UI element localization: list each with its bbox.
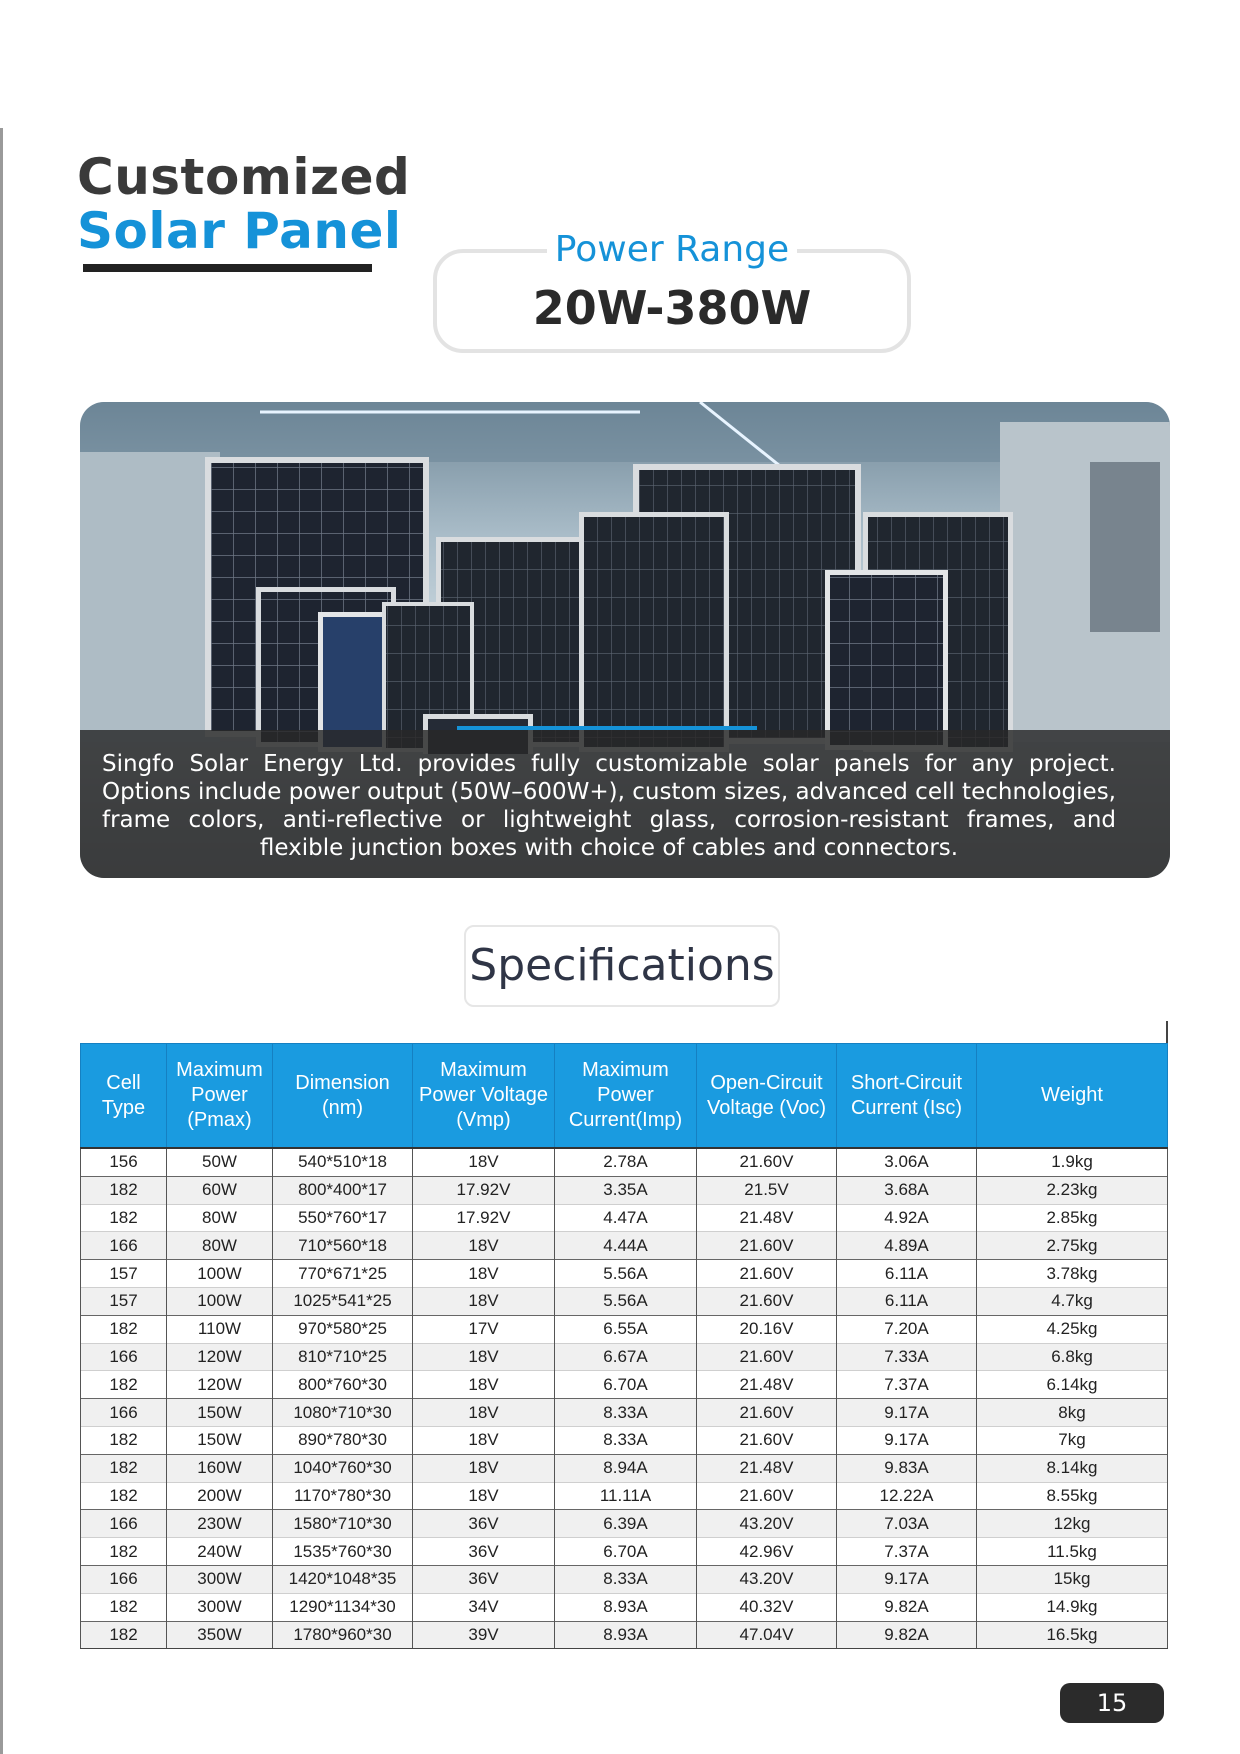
table-cell: 2.85kg [977,1204,1168,1232]
table-cell: 150W [167,1399,273,1427]
title-line-1: Customized [77,148,411,206]
table-cell: 21.60V [697,1482,837,1510]
table-cell: 182 [81,1621,167,1649]
table-cell: 540*510*18 [273,1148,413,1176]
table-cell: 1580*710*30 [273,1510,413,1538]
table-cell: 8.94A [555,1454,697,1482]
column-header: Dimension (nm) [273,1044,413,1149]
table-cell: 1080*710*30 [273,1399,413,1427]
column-header: Cell Type [81,1044,167,1149]
table-cell: 17.92V [413,1204,555,1232]
table-cell: 550*760*17 [273,1204,413,1232]
table-cell: 43.20V [697,1565,837,1593]
table-cell: 100W [167,1287,273,1315]
table-row [81,1565,1168,1593]
column-header: Short-Circuit Current (Isc) [837,1044,977,1149]
table-cell: 6.70A [555,1371,697,1399]
table-cell: 7kg [977,1426,1168,1454]
table-row [81,1232,1168,1260]
table-cell: 21.60V [697,1148,837,1176]
table-cell: 39V [413,1621,555,1649]
table-cell: 182 [81,1454,167,1482]
table-cell: 150W [167,1426,273,1454]
table-cell: 1535*760*30 [273,1538,413,1566]
table-cell: 890*780*30 [273,1426,413,1454]
table-cell: 9.82A [837,1621,977,1649]
table-cell: 166 [81,1565,167,1593]
table-row [81,1343,1168,1371]
table-cell: 6.14kg [977,1371,1168,1399]
table-cell: 8.33A [555,1426,697,1454]
table-cell: 350W [167,1621,273,1649]
table-cell: 800*760*30 [273,1371,413,1399]
hero-image [80,402,1170,878]
table-cell: 4.47A [555,1204,697,1232]
table-cell: 166 [81,1232,167,1260]
table-cell: 182 [81,1315,167,1343]
table-cell: 166 [81,1510,167,1538]
table-cell: 21.60V [697,1343,837,1371]
table-cell: 9.17A [837,1565,977,1593]
table-row [81,1148,1168,1176]
table-cell: 800*400*17 [273,1176,413,1204]
table-side-rule [1166,1021,1168,1043]
table-cell: 6.39A [555,1510,697,1538]
table-cell: 15kg [977,1565,1168,1593]
table-row [81,1287,1168,1315]
table-cell: 6.70A [555,1538,697,1566]
table-row [81,1204,1168,1232]
table-cell: 21.60V [697,1399,837,1427]
table-row [81,1176,1168,1204]
table-cell: 12.22A [837,1482,977,1510]
table-cell: 17V [413,1315,555,1343]
table-cell: 1025*541*25 [273,1287,413,1315]
table-cell: 182 [81,1371,167,1399]
table-cell: 1040*760*30 [273,1454,413,1482]
table-row [81,1538,1168,1566]
table-cell: 18V [413,1260,555,1288]
table-cell: 20.16V [697,1315,837,1343]
table-cell: 2.75kg [977,1232,1168,1260]
table-row [81,1399,1168,1427]
table-cell: 7.20A [837,1315,977,1343]
table-cell: 160W [167,1454,273,1482]
table-cell: 18V [413,1371,555,1399]
table-cell: 4.25kg [977,1315,1168,1343]
table-cell: 182 [81,1204,167,1232]
table-cell: 60W [167,1176,273,1204]
table-cell: 120W [167,1371,273,1399]
table-cell: 11.11A [555,1482,697,1510]
table-cell: 3.35A [555,1176,697,1204]
table-cell: 18V [413,1343,555,1371]
table-header-row [81,1044,1168,1149]
table-cell: 8.14kg [977,1454,1168,1482]
table-cell: 1780*960*30 [273,1621,413,1649]
table-cell: 182 [81,1482,167,1510]
table-cell: 3.06A [837,1148,977,1176]
table-cell: 230W [167,1510,273,1538]
table-cell: 120W [167,1343,273,1371]
table-cell: 7.03A [837,1510,977,1538]
table-cell: 100W [167,1260,273,1288]
table-cell: 18V [413,1482,555,1510]
column-header: Maximum Power Current(Imp) [555,1044,697,1149]
table-row [81,1621,1168,1649]
table-cell: 16.5kg [977,1621,1168,1649]
table-row [81,1510,1168,1538]
table-cell: 182 [81,1538,167,1566]
table-cell: 21.60V [697,1260,837,1288]
table-cell: 1170*780*30 [273,1482,413,1510]
table-cell: 47.04V [697,1621,837,1649]
table-cell: 157 [81,1260,167,1288]
table-cell: 300W [167,1565,273,1593]
table-cell: 7.37A [837,1538,977,1566]
table-cell: 1.9kg [977,1148,1168,1176]
table-cell: 34V [413,1593,555,1621]
table-cell: 42.96V [697,1538,837,1566]
table-cell: 200W [167,1482,273,1510]
table-cell: 5.56A [555,1287,697,1315]
table-cell: 18V [413,1454,555,1482]
table-cell: 2.23kg [977,1176,1168,1204]
column-header: Maximum Power Voltage (Vmp) [413,1044,555,1149]
power-range-label: Power Range [547,229,797,270]
table-cell: 3.68A [837,1176,977,1204]
table-cell: 6.8kg [977,1343,1168,1371]
hero-caption-overlay [80,730,1170,878]
table-cell: 36V [413,1510,555,1538]
table-cell: 240W [167,1538,273,1566]
table-cell: 166 [81,1343,167,1371]
table-cell: 36V [413,1565,555,1593]
table-cell: 80W [167,1204,273,1232]
table-cell: 182 [81,1426,167,1454]
table-cell: 50W [167,1148,273,1176]
specifications-title: Specifications [469,940,775,991]
table-cell: 182 [81,1593,167,1621]
column-header: Weight [977,1044,1168,1149]
table-cell: 43.20V [697,1510,837,1538]
table-cell: 157 [81,1287,167,1315]
table-cell: 17.92V [413,1176,555,1204]
table-cell: 18V [413,1287,555,1315]
table-cell: 3.78kg [977,1260,1168,1288]
table-cell: 6.11A [837,1260,977,1288]
table-cell: 6.67A [555,1343,697,1371]
table-cell: 21.48V [697,1454,837,1482]
table-cell: 810*710*25 [273,1343,413,1371]
table-cell: 166 [81,1399,167,1427]
table-cell: 8kg [977,1399,1168,1427]
table-cell: 8.55kg [977,1482,1168,1510]
table-cell: 4.89A [837,1232,977,1260]
page-number-badge: 15 [1060,1683,1164,1723]
column-header: Maximum Power (Pmax) [167,1044,273,1149]
table-cell: 9.17A [837,1399,977,1427]
table-cell: 8.33A [555,1399,697,1427]
table-row [81,1426,1168,1454]
table-cell: 4.92A [837,1204,977,1232]
table-cell: 21.48V [697,1371,837,1399]
page-title [77,150,410,258]
table-cell: 6.55A [555,1315,697,1343]
left-margin-rule [0,128,3,1754]
title-underline [83,264,372,272]
table-cell: 40.32V [697,1593,837,1621]
table-cell: 1420*1048*35 [273,1565,413,1593]
table-cell: 9.17A [837,1426,977,1454]
table-cell: 8.93A [555,1593,697,1621]
table-cell: 18V [413,1426,555,1454]
title-line-2: Solar Panel [77,202,402,260]
table-row [81,1260,1168,1288]
table-cell: 2.78A [555,1148,697,1176]
table-cell: 9.83A [837,1454,977,1482]
table-cell: 770*671*25 [273,1260,413,1288]
specifications-heading-box [464,925,780,1007]
table-cell: 21.5V [697,1176,837,1204]
power-range-value: 20W-380W [532,281,812,335]
table-cell: 300W [167,1593,273,1621]
table-cell: 18V [413,1232,555,1260]
table-cell: 80W [167,1232,273,1260]
table-row [81,1371,1168,1399]
column-header: Open-Circuit Voltage (Voc) [697,1044,837,1149]
table-cell: 21.60V [697,1287,837,1315]
table-cell: 970*580*25 [273,1315,413,1343]
table-row [81,1315,1168,1343]
table-cell: 4.7kg [977,1287,1168,1315]
table-cell: 1290*1134*30 [273,1593,413,1621]
hero-caption-text: Singfo Solar Energy Ltd. provides fully customizable solar panels for any project. Options include power output (50W–600W+), custom sizes, advanced cell technologies, frame colors, anti-reflective or lightweight glass, corrosion-resistant frames, and flexible junction boxes with choice of cables and connectors. [102,751,1116,861]
table-cell: 12kg [977,1510,1168,1538]
table-cell: 21.48V [697,1204,837,1232]
table-cell: 110W [167,1315,273,1343]
table-cell: 18V [413,1399,555,1427]
table-cell: 710*560*18 [273,1232,413,1260]
table-cell: 11.5kg [977,1538,1168,1566]
table-cell: 7.33A [837,1343,977,1371]
table-cell: 21.60V [697,1426,837,1454]
table-cell: 156 [81,1148,167,1176]
table-cell: 14.9kg [977,1593,1168,1621]
table-cell: 9.82A [837,1593,977,1621]
power-range-box [433,229,911,353]
table-row [81,1593,1168,1621]
table-cell: 8.33A [555,1565,697,1593]
table-cell: 6.11A [837,1287,977,1315]
table-cell: 18V [413,1148,555,1176]
table-cell: 21.60V [697,1232,837,1260]
table-cell: 36V [413,1538,555,1566]
table-body [81,1148,1168,1649]
table-cell: 182 [81,1176,167,1204]
table-row [81,1482,1168,1510]
specifications-table [80,1043,1168,1649]
table-row [81,1454,1168,1482]
table-cell: 7.37A [837,1371,977,1399]
table-cell: 4.44A [555,1232,697,1260]
table-cell: 5.56A [555,1260,697,1288]
table-cell: 8.93A [555,1621,697,1649]
specifications-table-wrapper [80,1043,1167,1649]
